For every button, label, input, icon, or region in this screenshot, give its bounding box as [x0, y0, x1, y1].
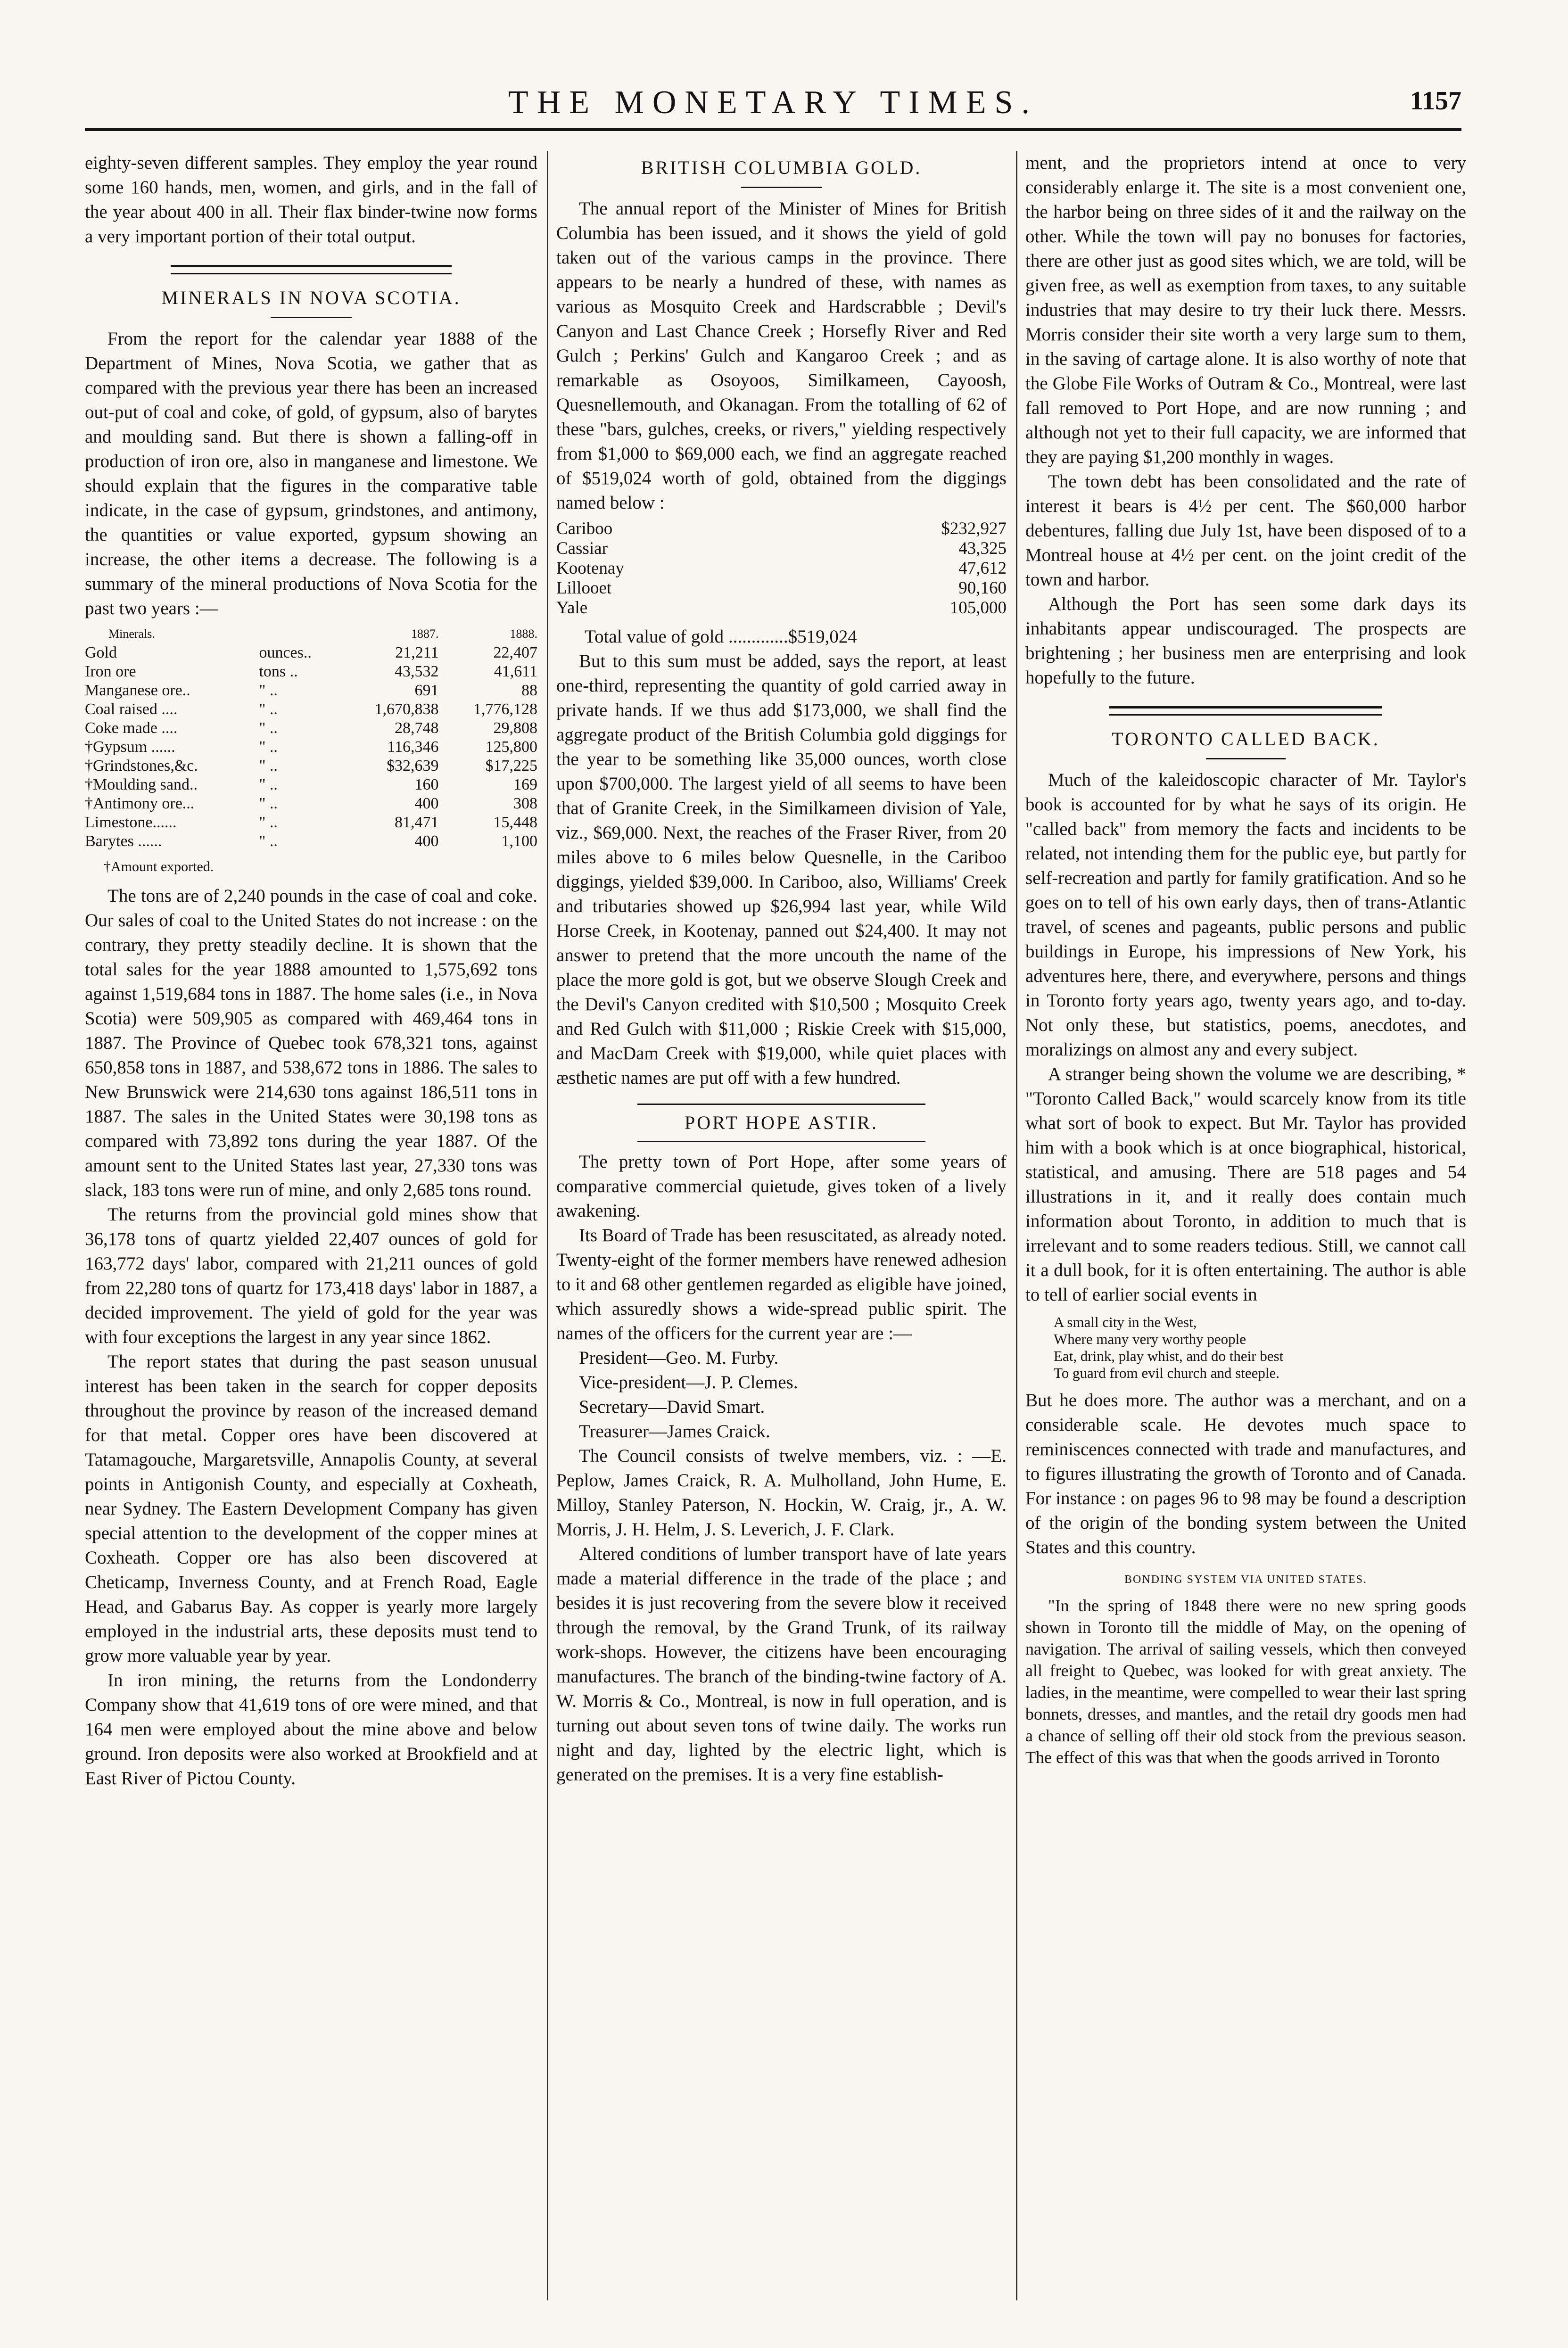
cell-unit: " .. [259, 776, 278, 793]
table-row [85, 813, 537, 832]
table-row [556, 539, 1007, 559]
cell-1888: 88 [521, 682, 537, 699]
paragraph: eighty-seven different samples. They employ the year round some 160 hands, men, women, and girls, and in the fall of the year about 400 in all. Their flax binder-twine now forms a very important portion of their total output. [85, 153, 537, 247]
table-row [85, 700, 537, 719]
table-row [85, 643, 537, 662]
cell-unit: " .. [259, 700, 278, 718]
masthead [85, 75, 1461, 132]
cell-1888: 125,800 [485, 738, 537, 756]
newspaper-title: THE MONETARY TIMES. [508, 84, 1038, 121]
total-value: $519,024 [788, 626, 857, 647]
minerals-table [85, 625, 537, 851]
paragraph: But he does more. The author was a merchant, and on a considerable scale. He devotes much space to reminiscences connected with trade and manufactures, and to figures illustrating the growth of Toronto and of Canada. For instance : on pages 96 to 98 may be found a description of the origin of the bonding system between the United States and this country. [1025, 1390, 1466, 1557]
cell-1887: 21,211 [395, 644, 439, 661]
cell-1887: 43,532 [395, 663, 439, 680]
cell-mineral: Gold [85, 644, 117, 661]
cell-1887: 1,670,838 [374, 700, 439, 718]
table-row [85, 738, 537, 757]
paragraph: The tons are of 2,240 pounds in the case of coal and coke. Our sales of coal to the United States do not increase : on the contrary, they pretty steadily decline. It is shown that the total sales for the year 1888 amounted to 1,575,692 tons against 1,519,684 tons in 1887. The home sales (i.e., in Nova Scotia) were 509,905 as compared with 469,464 tons in 1887. The Province of Quebec took 678,321 tons, against 650,858 tons in 1887, and 538,672 tons in 1886. The sales to New Brunswick were 214,630 tons against 186,511 tons in 1887. The sales in the United States were 30,198 tons as compared with 73,892 tons during the year 1887. Of the amount sent to the United States last year, 27,330 tons was slack, 183 tons were run of mine, and only 2,685 tons round. [85, 886, 537, 1200]
cell-1887: 400 [414, 795, 439, 812]
paragraph: The report states that during the past season unusual interest has been taken in the search for copper deposits throughout the province by reason of the increased demand for that metal. Copper ores have been discovered at Tatamagouche, Margaretsville, Annapolis County, at several points in Antigonish County, and especially at Coxheath, near Sydney. The Eastern Development Company has given special attention to the development of the copper mines at Coxheath. Copper ore has also been discovered at Cheticamp, Inverness County, and at French Road, Eagle Head, and Gabarus Bay. As copper is yearly more largely employed in the industrial arts, these deposits must tend to grow more valuable year by year. [85, 1351, 537, 1666]
cell-1887: 116,346 [387, 738, 439, 756]
gold-total [585, 625, 1007, 649]
verse-line: Where many very worthy people [1054, 1331, 1246, 1347]
cell-unit: " .. [259, 795, 278, 812]
table-row [556, 559, 1007, 578]
paragraph: The annual report of the Minister of Mines for British Columbia has been issued, and it shows the yield of gold taken out of the various camps in the province. There appears to be nearly a hundred of these, with names as various as Mosquito Creek and Hardscrabble ; Devil's Canyon and Last Chance Creek ; Horsefly River and Red Gulch ; Perkins' Gulch and Kangaroo Creek ; and as remarkable as Osoyoos, Similkameen, Cayoosh, Quesnellemouth, and Okanagan. From the totalling of 62 of these "bars, gulches, creeks, or rivers," yielding respectively from $1,000 to $69,000 each, we find an aggregate reached of $519,024 worth of gold, obtained from the diggings named below : [556, 198, 1007, 513]
cell-mineral: Limestone...... [85, 814, 177, 831]
subheading: BONDING SYSTEM VIA UNITED STATES. [1124, 1574, 1367, 1586]
cell-1888: 29,808 [493, 719, 537, 737]
cell-value: 105,000 [949, 598, 1007, 618]
cell-place: Kootenay [556, 559, 624, 578]
cell-1888: 22,407 [493, 644, 537, 661]
paragraph: Its Board of Trade has been resuscitated, as already noted. Twenty-eight of the former members have renewed adhesion to it and 68 other gentlemen regarded as eligible have joined, which assuredly shows a wide-spread public spirit. The names of the officers for the current year are :— [556, 1225, 1007, 1343]
table-row [85, 794, 537, 813]
section-heading: PORT HOPE ASTIR. [637, 1104, 925, 1142]
cell-1888: 1,100 [501, 832, 537, 850]
section-heading: MINERALS IN NOVA SCOTIA. [161, 287, 461, 308]
column-divider [1016, 151, 1017, 2300]
paragraph: In iron mining, the returns from the Londonderry Company show that 41,619 tons of ore were mined, and that 164 men were employed about the mine above and below ground. Iron deposits were also worked at Brookfield and at East River of Pictou County. [85, 1670, 537, 1788]
paragraph: The town debt has been consolidated and the rate of interest it bears is 4½ per cent. The $60,000 harbor debentures, falling due July 1st, have been disposed of to a Montreal house at 4½ per cent. on the joint credit of the town and harbor. [1025, 471, 1466, 590]
cell-mineral: †Gypsum ...... [85, 738, 175, 756]
officer-line: Treasurer—James Craick. [579, 1421, 770, 1442]
section-heading: BRITISH COLUMBIA GOLD. [641, 157, 922, 178]
cell-unit: " .. [259, 832, 278, 850]
cell-unit: tons .. [259, 663, 298, 680]
table-header: Minerals. [108, 627, 155, 641]
table-row [85, 757, 537, 775]
paragraph: Altered conditions of lumber transport have of late years made a material difference in the trade of the place ; and besides it is just recovering from the severe blow it received through the removal, by the Grand Trunk, of its railway work-shops. However, the citizens have been encouraging manufactures. The branch of the binding-twine factory of A. W. Morris & Co., Montreal, is now in full operation, and is turning out about seven tons of twine daily. The works run night and day, lighted by the electric light, which is generated on the premises. It is a very fine establish- [556, 1544, 1007, 1785]
verse-line: A small city in the West, [1054, 1314, 1197, 1330]
table-row [85, 832, 537, 851]
table-row [556, 519, 1007, 539]
cell-1888: 308 [513, 795, 537, 812]
cell-value: $232,927 [941, 519, 1007, 538]
cell-1887: 81,471 [395, 814, 439, 831]
cell-1888: 41,611 [494, 663, 537, 680]
paragraph: Much of the kaleidoscopic character of Mr. Taylor's book is accounted for by what he says of its origin. He "called back" from memory the facts and incidents to be related, not intending them for the public eye, but partly for self-recreation and partly for family gratification. And so he goes on to tell of his own early days, then of trans-Atlantic travel, of scenes and pageants, public persons and public buildings in Europe, his impressions of New York, his adventures here, there, and everywhere, persons and things in Toronto forty years ago, twenty years ago, and to-day. Not only these, but statistics, poems, anecdotes, and moralizings on almost any and every subject. [1025, 770, 1466, 1060]
cell-place: Lillooet [556, 578, 612, 598]
header-rule [85, 128, 1461, 131]
column-3 [1025, 151, 1466, 1768]
officer-line: President—Geo. M. Furby. [579, 1348, 779, 1368]
table-header: 1887. [411, 627, 439, 641]
cell-mineral: Barytes ...... [85, 832, 162, 850]
paragraph: Although the Port has seen some dark days its inhabitants appear undiscouraged. The prospects are brightening ; her business men are enterprising and look hopefully to the future. [1025, 594, 1466, 688]
cell-1888: 15,448 [493, 814, 537, 831]
cell-mineral: Coke made .... [85, 719, 178, 737]
paragraph: "In the spring of 1848 there were no new spring goods shown in Toronto till the middle of May, on the opening of navigation. The arrival of sailing vessels, which then conveyed all freight to Quebec, was looked for with great anxiety. The ladies, in the meantime, were compelled to wear their last spring bonnets, dresses, and mantles, and the retail dry goods men had a chance of selling off their old stock from the previous season. The effect of this was that when the goods arrived in Toronto [1025, 1596, 1466, 1767]
cell-1887: 691 [414, 682, 439, 699]
table-row [556, 578, 1007, 598]
cell-value: 90,160 [958, 578, 1007, 598]
cell-1887: 28,748 [395, 719, 439, 737]
table-header: 1888. [510, 627, 537, 641]
cell-mineral: Coal raised .... [85, 700, 178, 718]
cell-unit: " .. [259, 682, 278, 699]
verse-line: Eat, drink, play whist, and do their best [1054, 1348, 1284, 1364]
table-row [556, 598, 1007, 618]
section-rule [1109, 706, 1383, 716]
column-divider [547, 151, 548, 2300]
column-1 [85, 151, 537, 1791]
table-header-row [85, 625, 537, 643]
paragraph: ment, and the proprietors intend at once to very considerably enlarge it. The site is a most convenient one, the harbor being on three sides of it and the railway on the other. While the town will pay no bonuses for factories, there are other just as good sites which, we are told, will be given free, as well as exemption from taxes, to any suitable industries that may desire to try their luck there. Messrs. Morris consider their site worth a very large sum to them, in the saving of cartage alone. It is also worthy of note that the Globe File Works of Outram & Co., Montreal, were last fall removed to Port Hope, and are now running ; and although not yet to their full capacity, we are informed that they are paying $1,200 monthly in wages. [1025, 153, 1466, 467]
cell-value: 47,612 [958, 559, 1007, 578]
cell-unit: " .. [259, 757, 278, 774]
verse-line: To guard from evil church and steeple. [1054, 1365, 1280, 1381]
gold-table [556, 519, 1007, 618]
total-label: Total value of gold [585, 626, 724, 647]
cell-unit: " .. [259, 814, 278, 831]
cell-mineral: Manganese ore.. [85, 682, 190, 699]
officer-line: Secretary—David Smart. [579, 1397, 765, 1417]
leader: ............. [724, 626, 788, 647]
officer-line: Vice-president—J. P. Clemes. [579, 1372, 798, 1392]
verse-quote [1054, 1314, 1466, 1382]
table-footnote: †Amount exported. [104, 859, 214, 874]
cell-mineral: †Antimony ore... [85, 795, 195, 812]
cell-value: 43,325 [958, 539, 1007, 558]
paragraph: The pretty town of Port Hope, after some years of comparative commercial quietude, gives token of a lively awakening. [556, 1152, 1007, 1221]
cell-1888: $17,225 [485, 757, 537, 774]
paragraph: The returns from the provincial gold mines show that 36,178 tons of quartz yielded 22,407 ounces of gold for 163,772 days' labor, compared with 21,211 ounces of gold from 22,280 tons of quartz for 173,418 days' labor in 1887, a decided improvement. The yield of gold for the year was with four exceptions the largest in any year since 1862. [85, 1204, 537, 1347]
page-number: 1157 [1410, 86, 1461, 115]
heading-rule [271, 317, 352, 318]
cell-unit: " .. [259, 738, 278, 756]
cell-place: Yale [556, 598, 588, 618]
table-row [85, 775, 537, 794]
cell-mineral: Iron ore [85, 663, 136, 680]
cell-1887: $32,639 [387, 757, 439, 774]
cell-unit: ounces.. [259, 644, 312, 661]
paragraph: A stranger being shown the volume we are describing, * "Toronto Called Back," would scarcely know from its title what sort of book to expect. But Mr. Taylor has provided him with a book which is at once biographical, historical, statistical, and amusing. There are 518 pages and 54 illustrations in it, and it really does contain much information about Toronto, in addition to much that is irrelevant and to some readers tedious. Still, we cannot call it a dull book, for it is often entertaining. The author is able to tell of earlier social events in [1025, 1064, 1466, 1305]
column-2 [556, 151, 1007, 1787]
paragraph: The Council consists of twelve members, viz. : —E. Peplow, James Craick, R. A. Mulholland, John Hume, E. Milloy, Stanley Paterson, N. Hockin, W. Craig, jr., A. W. Morris, J. H. Helm, J. S. Leverich, J. F. Clark. [556, 1446, 1007, 1540]
section-heading: TORONTO CALLED BACK. [1112, 728, 1380, 750]
cell-1887: 400 [414, 832, 439, 850]
cell-1887: 160 [414, 776, 439, 793]
heading-rule [1206, 758, 1285, 759]
paragraph: From the report for the calendar year 1888 of the Department of Mines, Nova Scotia, we gather that as compared with the previous year there has been an increased out-put of coal and coke, of gold, of gypsum, also of barytes and moulding sand. But there is shown a falling-off in production of iron ore, also in manganese and limestone. We should explain that the figures in the comparative table indicate, in the case of gypsum, grindstones, and antimony, the quantities or value exported, gypsum showing an increase, the other items a decrease. The following is a summary of the mineral productions of Nova Scotia for the past two years :— [85, 329, 537, 618]
section-rule [171, 265, 451, 274]
table-row [85, 662, 537, 681]
cell-unit: " .. [259, 719, 278, 737]
cell-place: Cariboo [556, 519, 613, 538]
cell-1888: 169 [513, 776, 537, 793]
cell-1888: 1,776,128 [473, 700, 537, 718]
cell-mineral: †Moulding sand.. [85, 776, 198, 793]
table-row [85, 719, 537, 738]
cell-place: Cassiar [556, 539, 608, 558]
heading-rule [741, 187, 822, 188]
cell-mineral: †Grindstones,&c. [85, 757, 198, 774]
paragraph: But to this sum must be added, says the report, at least one-third, representing the quantity of gold carried away in private hands. If we thus add $173,000, we shall find the aggregate product of the British Columbia gold diggings for the year to be something like 35,000 ounces, worth close upon $700,000. The largest yield of all seems to have been that of Granite Creek, in the Similkameen division of Yale, viz., $69,000. Next, the reaches of the Fraser River, from 20 miles above to 6 miles below Quesnelle, in the Cariboo diggings, yielded $39,000. In Cariboo, also, Williams' Creek and tributaries showed up $26,994 last year, while Wild Horse Creek, in Kootenay, panned out $24,400. It may not answer to pretend that the more uncouth the name of the place the more gold is got, but we observe Slough Creek and the Devil's Canyon credited with $10,500 ; Mosquito Creek and Red Gulch with $11,000 ; Riskie Creek with $15,000, and MacDam Creek with $19,000, while quiet places with æsthetic names are put off with a few hundred. [556, 651, 1007, 1088]
table-row [85, 681, 537, 700]
